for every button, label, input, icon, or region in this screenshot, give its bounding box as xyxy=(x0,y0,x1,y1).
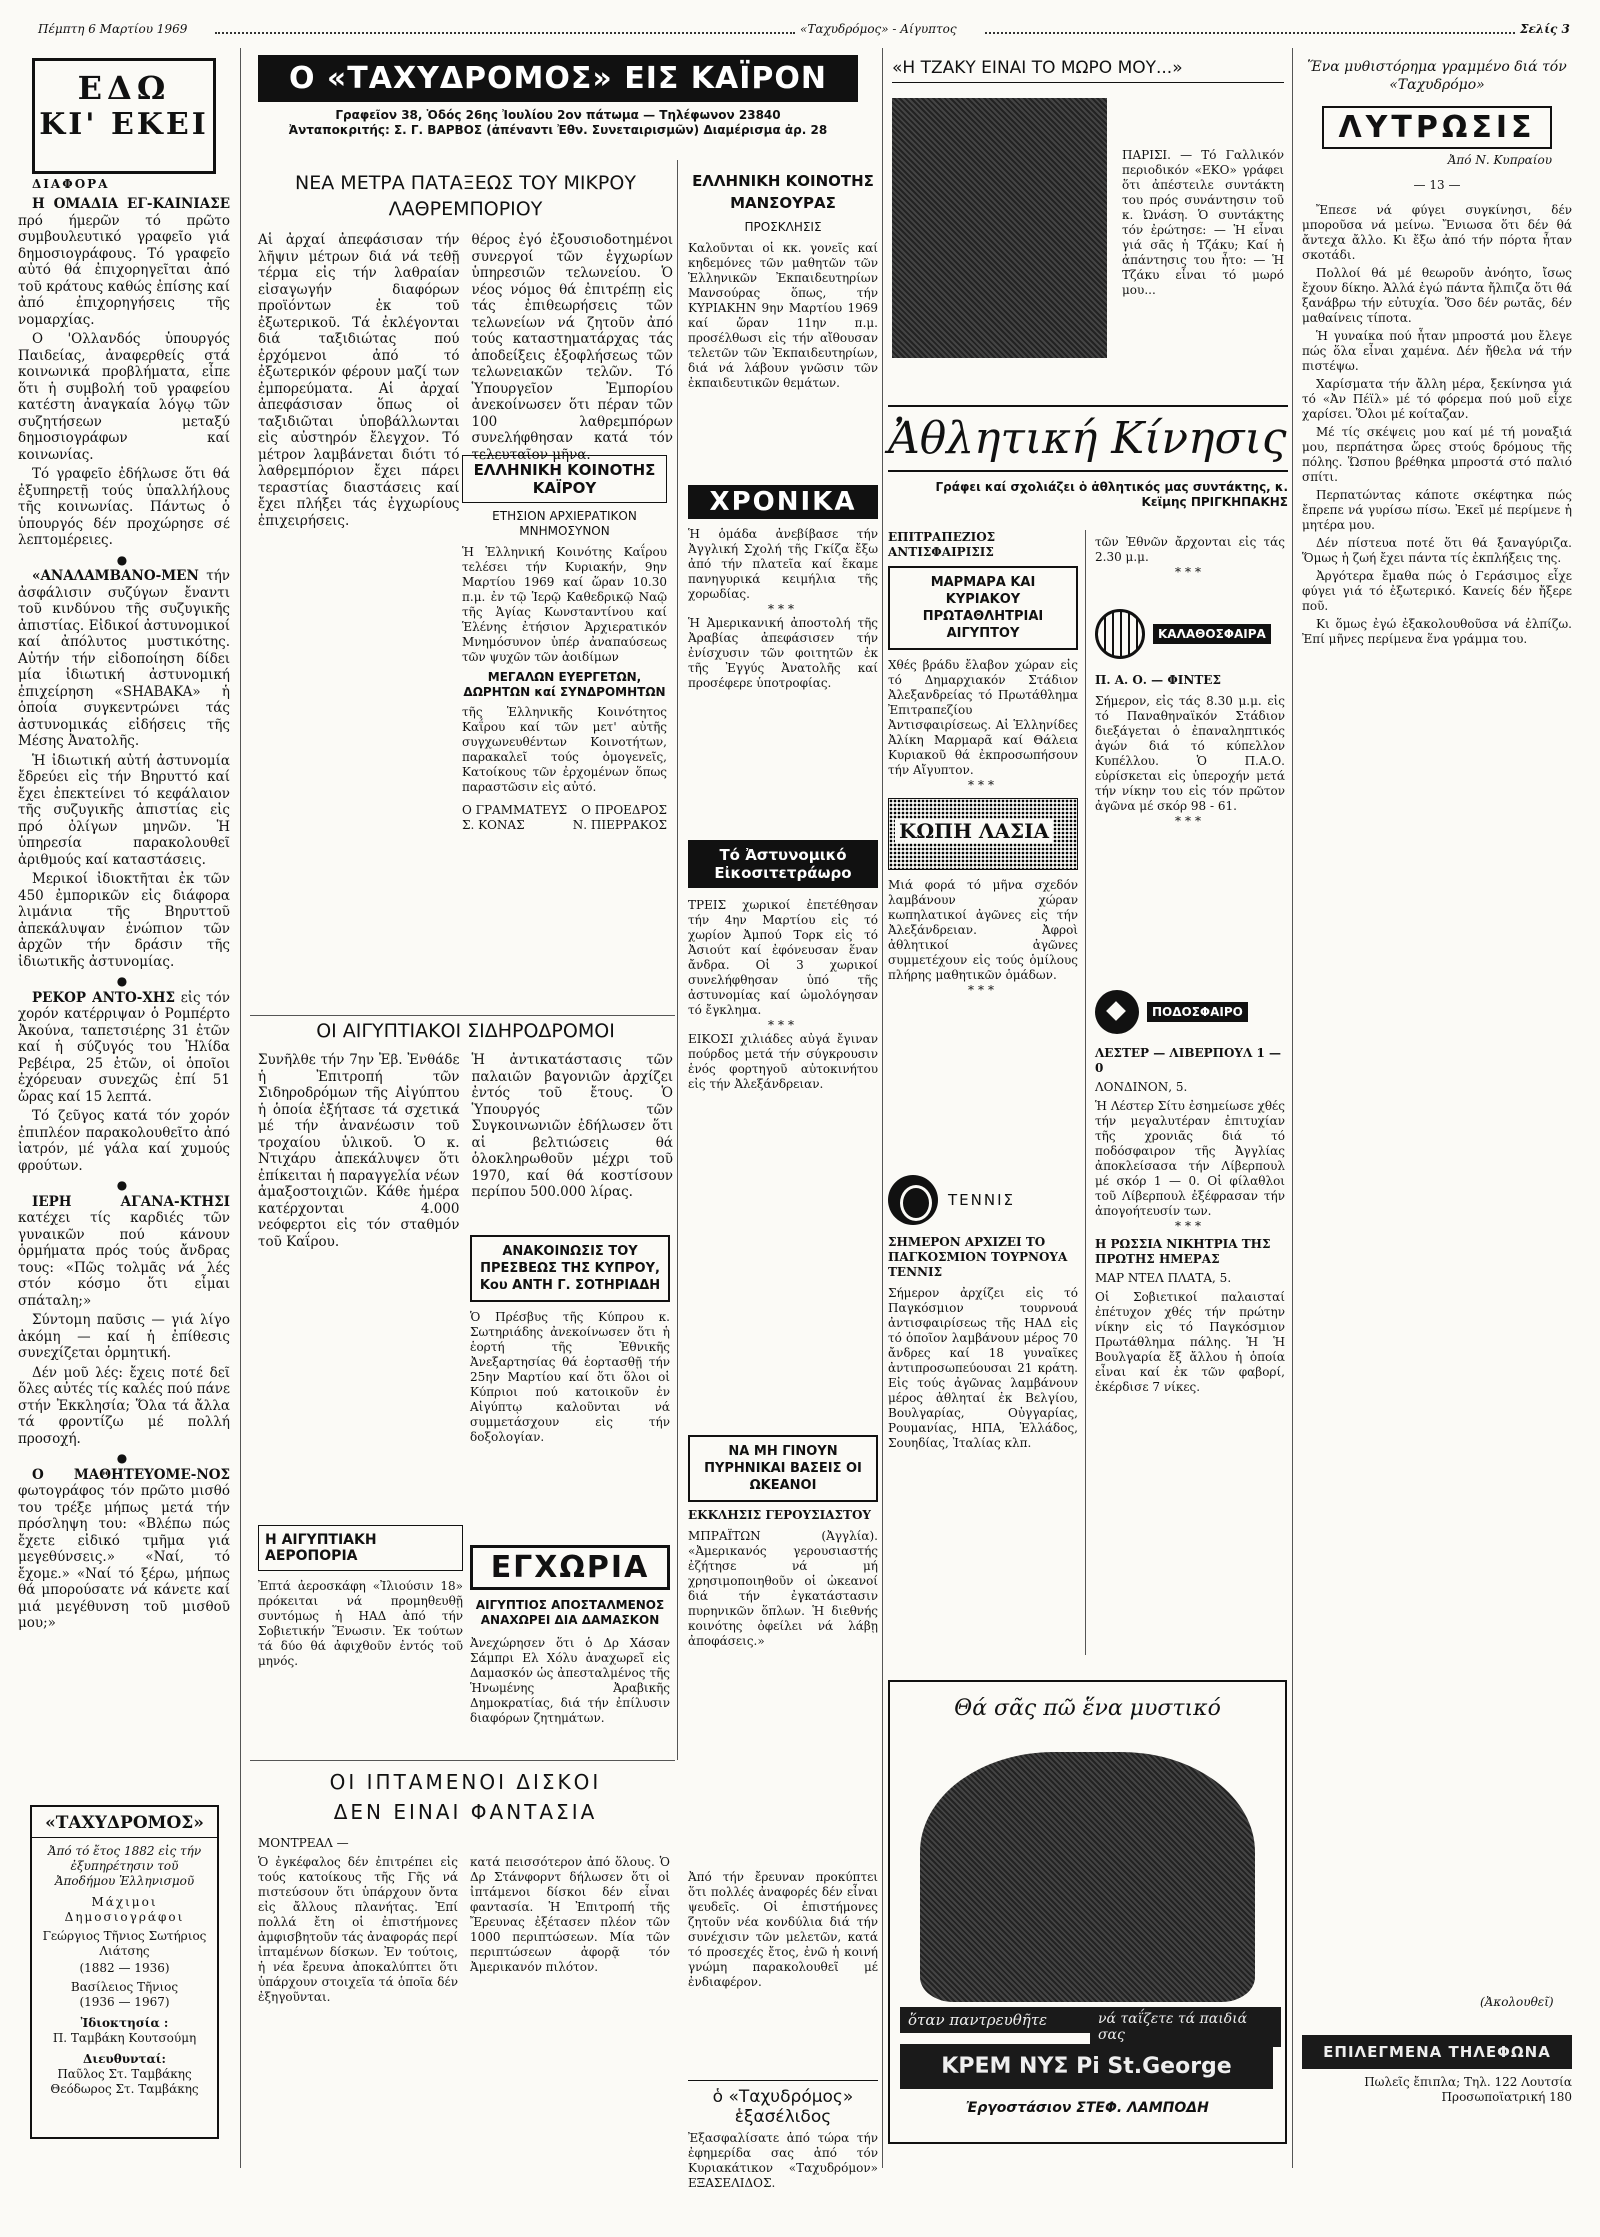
tennis-text: Σήμερον ἀρχίζει εἰς τό Παγκόσμιον τουρνουά ἀντισφαιρίσεως τῆς ΗΑΔ εἰς τό ὁποῖον λαμβάνουν μέρος 70 ἄνδρες καί 18 γυναῖκες ἀντιπροσωπεύουσαι 21 κράτη. Εἰς τούς ἀγῶνας λαμβάνουν μέρος ἀθληταί ἐκ Βελγίου, Βουλγαρίας, Οὐγγαρίας, Ρουμανίας, ΗΠΑ, Ἑλλάδος, Σουηδίας, Ἰταλίας κλπ. xyxy=(888,1286,1078,1450)
header-date: Πέμπτη 6 Μαρτίου 1969 xyxy=(38,22,188,36)
tachydromos-box-owner: Π. Ταμβάκη Κουτσούμη xyxy=(52,2031,197,2045)
football-score: ΛΕΣΤΕΡ — ΛΙΒΕΡΠΟΥΛ 1 — 0 xyxy=(1095,1046,1281,1075)
ad-brand: ΚΡΕΜ ΝΥΣ Pi St.George xyxy=(900,2044,1273,2089)
kypros-article xyxy=(470,1235,670,1445)
serial-p2: Πολλοί θά μέ θεωροῦν ἀνόητο, ἴσως ἔχουν δίκηο. Ἀλλά ἐγώ πάντα ἤλπιζα ὅτι θά ξανάβρω τήν εὐτυχία. Ὅσο δέν ρωτᾶς, δέν μαθαίνεις τίποτα. xyxy=(1302,266,1572,325)
astynomiko-title: Τό Ἀστυνομικό Εἰκοσιτετράωρο xyxy=(688,840,878,888)
edo-kiekei-p3: Τό γραφεῖο ἐδήλωσε ὅτι θά ἐξυπηρετῇ τούς ὑπαλλήλους τῆς κοινωνίας. Πάντως ὁ ὑπουργός δέν προχώρησε σέ λεπτομέρειες. xyxy=(18,466,230,548)
koinotis-kairou-signatures xyxy=(462,803,667,833)
mansouras-subtitle: ΠΡΟΣΚΛΗΣΙΣ xyxy=(744,220,822,234)
divider-dot: ● xyxy=(116,1451,132,1465)
edo-kiekei-p5: Ἡ ἰδιωτική αὐτή ἀστυνομία ἔδρεύει εἰς τήν Βηρυττό καί ἔχει ἐπεκτείνει τό κεφάλαιον τῆς συζυγικῆς ἀπιστίας εἰς πρό ὀλίγων μηνῶν. Ἡ ὑπηρεσία παρακολουθεῖ ἀριθμούς καί καταστάσεις. xyxy=(18,752,230,868)
serial-p7: Δέν πίστευα ποτέ ὅτι θά ξαναγύριζα. Ὅμως ἡ ζωή ἔχει πάντα τίς ἐκπλήξεις της. xyxy=(1302,536,1572,565)
column-rule xyxy=(882,48,883,2168)
basket-header xyxy=(1095,609,1285,659)
ad-photo xyxy=(920,1752,1255,2002)
ad-text: νά ταΐζετε τά παιδιά σας xyxy=(1090,2007,1281,2047)
xronika-section xyxy=(688,485,878,691)
aeroporia-title: Η ΑΙΓΥΠΤΙΑΚΗ ΑΕΡΟΠΟΡΙΑ xyxy=(258,1525,463,1571)
mansouras-text: Καλοῦνται οἱ κκ. γονεῖς καί κηδεμόνες τῶν μαθητῶν τῶν Ἑλληνικῶν Ἐκπαιδευτηρίων Μανσούρας ὅπως, τήν ΚΥΡΙΑΚΗΝ 9ην Μαρτίου 1969 καί ὥραν 11ην π.μ. προσέλθωσι εἰς τήν αἴθουσαν τελετῶν τῶν Ἐκπαιδευτηρίων, διά νά λάβουν γνῶσιν τῶν ἐκπαιδευτικῶν θεμάτων. xyxy=(688,241,878,390)
sidirodromoi-article xyxy=(258,1020,673,1250)
tennis-title: ΣΗΜΕΡΟΝ ΑΡΧΙΖΕΙ ΤΟ ΠΑΓΚΟΣΜΙΟΝ ΤΟΥΡΝΟΥΑ ΤΕΝΝΙΣ xyxy=(888,1235,1068,1279)
ufo-right-column xyxy=(688,1870,878,1990)
football-dateline: ΛΟΝΔΙΝΟΝ, 5. xyxy=(1095,1080,1188,1094)
tachydromos-box-f2: Βασίλειος Τῆνιος xyxy=(70,1980,179,1994)
edo-kiekei-p1 xyxy=(18,196,230,328)
sidirodromoi-right: Ἡ ἀντικατάστασις τῶν παλαιῶν βαγονιῶν ἀρχίζει ἐντός τοῦ ἔτους. Ὁ Ὑπουργός τῶν Συγκοινωνιῶν ἐδήλωσεν ὅτι αἱ βελτιώσεις θά ὁλοκληρωθοῦν μέχρι τοῦ 1970, καί θά κοστίσουν περίπου 500.000 λίρας. xyxy=(471,1052,673,1200)
kopi-label: ΚΩΠΗ ΛΑΣΙΑ xyxy=(895,819,1053,843)
serial-p4: Χαρίσματα τήν ἄλλη μέρα, ξεκίνησα γιά τό «Ἀν Πέϊλ» μέ τό φόρεμα πού μοῦ εἶχε χαρίσει. Ὅλοι μέ κοίταζαν. xyxy=(1302,377,1572,421)
athlitiki-title: Ἀθλητική Κίνησις xyxy=(888,405,1288,472)
edo-kiekei-p9-text: κατέχει τίς καρδιές τῶν γυναικῶν πού κάνουν ὁρμήματα πρός τούς ἄνδρας τους: «Πῶς τολμᾶς νά λές στόν κόσμο ὅτι εἶμαι σπάταλη;» xyxy=(18,1210,230,1309)
tachydromos-box-f2-years: (1936 — 1967) xyxy=(79,1995,170,2009)
kopi-text: Μιά φορά τό μῆνα σχεδόν λαμβάνουν χώραν κωπηλατικοί ἀγῶνες εἰς τήν Ἀλεξάνδρειαν. Ἀφροὶ ἀθλητικοί ἀγῶνες συμμετέχουν εἰς τούς ὁμίλους πλήρης μαθητικῶν ὁμάδων. xyxy=(888,878,1078,982)
egchoria-title: ΕΓΧΩΡΙΑ xyxy=(470,1545,670,1590)
russia-text: Οἱ Σοβιετικοί παλαισταί ἐπέτυχον χθές τήν πρώτην νίκην εἰς τό Παγκόσμιον Πρωτάθλημα πάλης. Ἡ Ἡ Βουλγαρία ἔξ ἄλλου ἡ ὁποία εἶναι καί ἐκ τῶν φαβορί, ἐκέρδισε 7 νίκες. xyxy=(1095,1290,1285,1394)
astynomiko-p1: ΤΡΕΙΣ χωρικοί ἐπετέθησαν τήν 4ην Μαρτίου εἰς τό χωρίον Ἀμπού Τορκ εἰς τό Ἀσιούτ καί ἐφόνευσαν ἕναν ἄνδρα. Οἱ 3 χωρικοί συνελήφθησαν ὑπό τῆς ἀστυνομίας καί ὡμολόγησαν τό ἔγκλημα. xyxy=(688,898,878,1017)
ufo-title-1: ΟΙ ΙΠΤΑΜΕΝΟΙ ΔΙΣΚΟΙ xyxy=(329,1770,602,1794)
serial-continued: (Ἀκολουθεῖ) xyxy=(1480,1995,1554,2009)
edo-kiekei-body xyxy=(18,196,230,1632)
tennis-header xyxy=(888,1175,1078,1225)
koinotis-kairou-text2: τῆς Ἑλληνικῆς Κοινότητος Καΐρου καί τῶν μετ' αὐτῆς συγχωνευθέντων Κοινοτήτων, παρακαλεῖ τούς ὁμογενεῖς, Κατοίκους τῶν ἐρχομένων ὅπως παραστῶσιν εἰς αὐτό. xyxy=(462,705,667,794)
serial-chapter: — 13 — xyxy=(1413,178,1461,192)
okeanoi-subtitle: ΕΚΚΛΗΣΙΣ ΓΕΡΟΥΣΙΑΣΤΟΥ xyxy=(688,1508,871,1522)
divider-stars: *** xyxy=(968,983,998,997)
bottom-ad xyxy=(1302,2035,1572,2155)
divider-stars: *** xyxy=(968,778,998,792)
edo-kiekei-p1-label: Η ΟΜΑΔΙΑ ΕΓ-ΚΑΙΝΙΑΣΕ xyxy=(32,196,230,212)
nea-metra-right: θέρος ἐγό ἐξουσιοδοτημένοι συνεργοί τῶν ἐγχωρίων ὑπηρεσιῶν τελωνείου. Ὁ νέος νόμος θά ἐπιτρέπῃ εἰς τάς ἐπιθεωρήσεις τῶν τελωνείων νά ζητοῦν ἀπό τούς καταστηματάρχας τάς ἀποδείξεις ἐξοφλήσεως τῶν τελωνειακῶν τελῶν. Τό Ὑπουργεῖον Ἐμπορίου ἀνεκοίνωσεν ὅτι πέραν τῶν 100 λαθρεμπόρων συνελήφθησαν κατά τόν τελευταῖον μῆνα. xyxy=(471,232,673,463)
divider-stars: *** xyxy=(1175,814,1205,828)
kypros-text: Ὁ Πρέσβυς τῆς Κύπρου κ. Σωτηριάδης ἀνεκοίνωσεν ὅτι ἡ ἑορτή τῆς Ἐθνικῆς Ἀνεξαρτησίας θά ἑορτασθῇ τήν 25ην Μαρτίου καί ὅτι ὅλοι οἱ Κύπριοι πού κατοικοῦν ἐν Αἰγύπτῳ καλοῦνται νά συμμετάσχουν εἰς τήν δοξολογίαν. xyxy=(470,1310,670,1444)
divider-dot: ● xyxy=(116,552,132,567)
koinotis-kairou-subtitle: ΕΤΗΣΙΟΝ ΑΡΧΙΕΡΑΤΙΚΟΝ ΜΝΗΜΟΣΥΝΟΝ xyxy=(492,509,637,538)
football-article xyxy=(1095,990,1285,1395)
header-dotted-rule-2 xyxy=(985,32,1515,34)
marmara-text: Χθές βράδυ ἔλαβον χώραν εἰς τό Δημαρχιακόν Στάδιον Ἀλεξανδρείας τό Πρωτάθλημα Ἐπιτραπεζίου Ἀντισφαιρίσεως. Αἱ Ἑλληνίδες Ἀλίκη Μαρμαρᾶ καί Θάλεια Κυριακοῦ θά ἐκπροσωπήσουν τήν Αἴγυπτον. xyxy=(888,658,1078,777)
edo-kiekei-title-1: ΕΔΩ xyxy=(77,69,171,107)
xronika-p1: Ἡ ὁμάδα ἀνεβίβασε τήν Ἀγγλική Σχολή τῆς Γκίζα ἔξω ἀπό τήν πλατεῖα καί ἔκαμε πανηγυρικά κειμήλια τῆς χορωδίας. xyxy=(688,527,878,601)
header-center: «Ταχυδρόμος» - Αίγυπτος xyxy=(800,22,957,36)
edo-kiekei-logo xyxy=(32,58,216,174)
column-rule xyxy=(1292,48,1293,2168)
edo-kiekei-subtitle: ΔΙΑΦΟΡΑ xyxy=(32,177,110,191)
ufo-dateline: ΜΟΝΤΡΕΑΛ — xyxy=(258,1836,349,1850)
header-page: Σελίς 3 xyxy=(1520,22,1570,36)
tzaki-title: «Η ΤΖΑΚΥ ΕΙΝΑΙ ΤΟ ΜΩΡΟ ΜΟΥ...» xyxy=(892,58,1284,83)
tachydromos-box-owner-label: Ἰδιοκτησία : xyxy=(80,2016,169,2030)
signature-left-title: Ο ΓΡΑΜΜΑΤΕΥΣ xyxy=(462,803,568,817)
divider-dot: ● xyxy=(116,1178,132,1192)
tennis-ball-icon xyxy=(888,1175,938,1225)
basketball-icon xyxy=(1095,609,1145,659)
marmara-article xyxy=(888,530,1078,997)
koinotis-kairou-title: ΕΛΛΗΝΙΚΗ ΚΟΙΝΟΤΗΣ ΚΑΪΡΟΥ xyxy=(462,455,667,503)
basket-article xyxy=(1095,535,1285,828)
epitrapezios-label: ΕΠΙΤΡΑΠΕΖΙΟΣ ΑΝΤΙΣΦΑΙΡΙΣΙΣ xyxy=(888,530,996,559)
egchoria-text: Ἀνεχώρησεν ὅτι ὁ Δρ Χάσαν Σάμπρι Ελ Χόλυ ἀναχωρεῖ εἰς Δαμασκόν ὡς ἀπεσταλμένος τῆς Ἡνωμένης Ἀραβικῆς Δημοκρατίας, διά τήν ἐπίλυσιν διαφόρων ζητημάτων. xyxy=(470,1636,670,1725)
ad-banner: ὅταν παντρευθῆτε xyxy=(900,2007,1106,2033)
section-rule xyxy=(250,1015,675,1016)
signature-right xyxy=(573,803,667,833)
edo-kiekei-p4-label: «ΑΝΑΛΑΜΒΑΝΟ-ΜΕΝ xyxy=(32,568,199,584)
egchoria-sub: ΑΙΓΥΠΤΙΟΣ ΑΠΟΣΤΑΛΜΕΝΟΣ ΑΝΑΧΩΡΕΙ ΔΙΑ ΔΑΜΑΣΚΟΝ xyxy=(475,1598,665,1627)
kalathos-label: ΚΑΛΑΘΟΣΦΑΙΡΑ xyxy=(1153,624,1271,644)
kopi-logo xyxy=(888,798,1078,870)
tachydromos-box-title: «ΤΑΧΥΔΡΟΜΟΣ» xyxy=(32,1813,217,1838)
tachydromos-box-editors-label: Διευθυνταί: xyxy=(83,2052,166,2066)
sidirodromoi-left: Συνῆλθε τήν 7ην Ἐβ. Ἐνθάδε ἡ Ἐπιτροπή τῶν Σιδηροδρόμων τῆς Αἰγύπτου ἡ ὁποία ἐξήτασε τά σχετικά μέ τήν ἀνανέωσιν τοῦ τροχαίου ὑλικοῦ. Ὁ κ. Ντιχάρυ ἀπεκάλυψεν ὅτι ἐπίκειται ἡ παραγγελία νέων ἁμαξοστοιχιῶν. Κάθε ἡμέρα κατέρχονται 4.000 νεόφερτοι εἰς τόν σταθμόν τοῦ Καΐρου. xyxy=(258,1052,460,1250)
tachydromos-box-founders-label: Μάχιμοι Δημοσιογράφοι xyxy=(64,1895,185,1924)
masthead-info-2: Ἀνταποκριτής: Σ. Γ. ΒΑΡΒΟΣ (ἀπέναντι Ἐθν. Συνεταιρισμῶν) Διαμέρισμα ἀρ. 28 xyxy=(288,123,828,137)
serial-intro: Ἕνα μυθιστόρημα γραμμένο διά τόν «Ταχυδρόμο» xyxy=(1307,59,1567,93)
football-header xyxy=(1095,990,1285,1034)
marmara-title: ΜΑΡΜΑΡΑ ΚΑΙ ΚΥΡΙΑΚΟΥ ΠΡΩΤΑΘΛΗΤΡΙΑΙ ΑΙΓΥΠΤΟΥ xyxy=(888,566,1078,650)
astynomiko-section xyxy=(688,840,878,1092)
edo-kiekei-p12 xyxy=(18,1467,230,1632)
tennis-label: ΤΕΝΝΙΣ xyxy=(948,1191,1015,1209)
athlitiki-byline: Γράφει καί σχολιάζει ὁ ἀθλητικός μας συντάκτης, κ. Κεϊμης ΠΡΙΓΚΗΠΑΚΗΣ xyxy=(935,480,1288,509)
bottom-ad-title: ΕΠΙΛΕΓΜΕΝΑ ΤΗΛΕΦΩΝΑ xyxy=(1302,2035,1572,2069)
tzaki-photo xyxy=(892,98,1107,358)
edo-kiekei-p2: Ο 'Ολλανδός ὑπουργός Παιδείας, ἀναφερθείς στά κοινωνικά προβλήματα, εἶπε ὅτι ἡ συμβολή τοῦ γραφείου κατέστη ἀναγκαία λόγῳ τῶν συζητήσεων μεταξύ δημοσιογράφων καί κοινωνίας. xyxy=(18,331,230,463)
koinotis-kairou-text: Ἡ Ἑλληνική Κοινότης Καΐρου τελέσει τήν Κυριακήν, 9ην Μαρτίου 1969 καί ὥραν 10.30 π.μ. ἐν τῷ Ἱερῷ Καθεδρικῷ Ναῷ τῆς Ἁγίας Κωνσταντίνου καί Ἑλένης ἐτήσιον Ἀρχιερατικόν Μνημόσυνον ὑπέρ ἀναπαύσεως τῶν ψυχῶν τῶν ἀοιδίμων xyxy=(462,545,667,664)
ethniki-right: τῶν Ἐθνῶν ἄρχονται εἰς τάς 2.30 μ.μ. xyxy=(1095,535,1285,564)
edo-kiekei-p7-text: εἰς τόν χορόν κατέρριψαν ὁ Ρομπέρτο Ἀκούνα, ταπετσιέρης 31 ἐτῶν καί ἡ σύζυγός του Ἡλίδα Ρεβέιρα, 25 ἐτῶν, οἱ ὁποῖοι ἐχόρευαν συνεχῶς ἐπί 51 ὥρας καί 15 λεπτά. xyxy=(18,989,230,1105)
section-rule xyxy=(250,1760,675,1761)
ufo-left: Ὁ ἐγκέφαλος δέν ἐπιτρέπει εἰς τούς κατοίκους τῆς Γῆς νά πιστεύσουν ὅτι ὑπάρχουν ὄντα εἰς ἄλλους πλανήτας. Ἐπί πολλά ἔτη οἱ ἐπιστήμονες ἀμφισβητοῦν τάς ἀναφοράς περί ἰπταμένων δίσκων. Ἐν τούτοις, ἡ νέα ἔρευνα ἀποκαλύπτει ὅτι ὑπάρχουν στοιχεῖα τά ὁποῖα δέν ἐξηγοῦνται. xyxy=(258,1855,458,2004)
aeroporia-article xyxy=(258,1525,463,1669)
nea-metra-left: Αἱ ἀρχαί ἀπεφάσισαν τήν λῆψιν μέτρων διά νά τεθῇ τέρμα εἰς τήν λαθραίαν εἰσαγωγήν διαφόρων προϊόντων ἐκ τοῦ ἐξωτερικοῦ. Τά ἐκλέγονται διά ταξιδιώτας πού ἐρχόμενοι ἀπό τό ἐξωτερικόν φέρουν μαζί των ἐμπορεύματα. Αἱ ἀρχαί ἀπεφάσισαν ὅπως οἱ ταξιδιῶται ὑποβάλλωνται εἰς αὐστηρόν ἔλεγχον. Τό μέτρον λαμβάνεται διότι τό λαθρεμπόριον ἔχει πάρει τεραστίας διαστάσεις καί ἔχει πλήξει τάς ἐγχωρίους ἐπιχειρήσεις. xyxy=(258,232,460,529)
edo-kiekei-p11: Δέν μοῦ λές: ἔχεις ποτέ δεῖ ὅλες αὐτές τίς καλές πού πάνε στήν Ἐκκλησία; Ὅλα τά ἄλλα τά φροντίζω μέ πολλή προσοχή. xyxy=(18,1364,230,1447)
header-dotted-rule xyxy=(215,32,795,34)
tzaki-article xyxy=(892,58,1284,298)
edo-kiekei-p7 xyxy=(18,990,230,1106)
divider-stars: *** xyxy=(768,602,798,616)
divider-stars: *** xyxy=(1175,565,1205,579)
tachydromos-box-editors: Παῦλος Στ. Ταμβάκης Θεόδωρος Στ. Ταμβάκης xyxy=(50,2067,199,2096)
serial-p6: Περπατώντας κάποτε σκέφτηκα πώς ἔπρεπε νά γυρίσω πίσω. Ἐκεῖ μέ περίμενε ἡ μητέρα μου. xyxy=(1302,488,1572,532)
ad-maker: Ἐργοστάσιον ΣΤΕΦ. ΛΑΜΠΟΔΗ xyxy=(966,2100,1209,2116)
edo-kiekei-p12-label: Ο ΜΑΘΗΤΕΥΟΜΕ-ΝΟΣ xyxy=(32,1466,230,1483)
masthead-info-1: Γραφεῖον 38, Ὁδός 26ης Ἰουλίου 2ον πάτωμα — Τηλέφωνον 23840 xyxy=(335,108,781,122)
mansouras-title: ΕΛΛΗΝΙΚΗ ΚΟΙΝΟΤΗΣ ΜΑΝΣΟΥΡΑΣ xyxy=(692,172,874,212)
serial-p1: Ἔπεσε νά φύγει συγκίνησι, δέν μποροῦσα νά μείνω. Ἔνιωσα ὅτι δέν θά ἄντεχα ἄλλο. Κι ἔξω ἀπό τήν πόρτα ἦταν σκοτάδι. xyxy=(1302,203,1572,262)
tachydromos-box-f1: Γεώργιος Τῆνιος Σωτήριος Λιάτσης xyxy=(42,1929,207,1958)
page-header xyxy=(0,0,1600,40)
edo-kiekei-p9 xyxy=(18,1194,230,1310)
athlitiki-header xyxy=(888,405,1288,510)
edo-kiekei-p12-text: φωτογράφος τόν πρῶτο μισθό του τρέξε μήπως μετά τήν πρόσληψη του: «Βλέπω πώς ἔχετε εἰδικό τμῆμα γιά μεγεθύνσεις.» «Ναί, τό ἔχομε.» «Ναί τό ξέρω, μήπως θά μπορούσατε νά κάνετε καί μιά μεγέθυνση τοῦ μισθοῦ μου;» xyxy=(18,1483,230,1631)
kypros-title: ΑΝΑΚΟΙΝΩΣΙΣ ΤΟΥ ΠΡΕΣΒΕΩΣ ΤΗΣ ΚΥΠΡΟΥ, Κου ΑΝΤΗ Γ. ΣΟΤΗΡΙΑΔΗ xyxy=(470,1235,670,1302)
serial-p3: Ἡ γυναίκα πού ἦταν μπροστά μου ἔλεγε πώς ὅλα εἶναι χαμένα. Δέν ἤθελα νά τήν πιστέψω. xyxy=(1302,329,1572,373)
ufo-mid: κατά πεισσότερον ἀπό ὅλους. Ὁ Δρ Στάνφορντ δήλωσεν ὅτι οἱ ἰπτάμενοι δίσκοι δέν εἶναι φαντασία. Ἡ Ἐπιτροπή τῆς Ἔρευνας ἐξέτασεν πλέον τῶν 1000 περιπτώσεων. Μία τῶν περιπτώσεων ἀφορᾷ τόν Ἀμερικανόν πιλότον. xyxy=(470,1855,670,1974)
bottom-ad-text: Πωλεῖς ἔπιπλα; Τηλ. 122 Λουτσία Προσωποϊατρική 180 xyxy=(1364,2075,1572,2104)
xronika-title: ΧΡΟΝΙΚΑ xyxy=(688,485,878,519)
column-rule xyxy=(677,160,678,1760)
signature-right-name: Ν. ΠΙΕΡΡΑΚΟΣ xyxy=(572,818,667,832)
okeanoi-title: ΝΑ ΜΗ ΓΙΝΟΥΝ ΠΥΡΗΝΙΚΑΙ ΒΑΣΕΙΣ ΟΙ ΩΚΕΑΝΟΙ xyxy=(688,1435,878,1502)
koinotis-mansouras xyxy=(688,170,878,391)
serial-p8: Ἀργότερα ἔμαθα πώς ὁ Γεράσιμος εἶχε φύγει γιά τό ἐξωτερικό. Κανείς δέν ἤξερε ποῦ. xyxy=(1302,569,1572,613)
divider-stars: *** xyxy=(1175,1219,1205,1233)
taxydromos-promo-text: Ἐξασφαλίσατε ἀπό τώρα τήν ἐφημερίδα σας ἀπό τόν Κυριακάτικον «Ταχυδρόμον» ΕΞΑΣΕΛΙΔΟΣ. xyxy=(688,2131,878,2190)
serial-author: Ἀπό Ν. Κυπραίου xyxy=(1447,153,1552,167)
okeanoi-article xyxy=(688,1435,878,1649)
signature-right-title: Ο ΠΡΟΕΔΡΟΣ xyxy=(581,803,667,817)
serial-p9: Κι ὅμως ἐγώ ἐξακολουθοῦσα νά ἐλπίζω. Ἐπί μῆνες περίμενα ἕνα γράμμα του. xyxy=(1302,617,1572,646)
edo-kiekei-title-2: ΚΙ' ΕΚΕΙ xyxy=(39,107,209,142)
football-label: ΠΟΔΟΣΦΑΙΡΟ xyxy=(1147,1002,1248,1022)
russia-title: Η ΡΩΣΣΙΑ ΝΙΚΗΤΡΙΑ ΤΗΣ ΠΡΩΤΗΣ ΗΜΕΡΑΣ xyxy=(1095,1237,1271,1266)
ad-slogan: Θά σᾶς πῶ ἕνα μυστικό xyxy=(954,1696,1221,1721)
russia-dateline: ΜΑΡ ΝΤΕΛ ΠΛΑΤΑ, 5. xyxy=(1095,1271,1232,1285)
nea-metra-title: ΝΕΑ ΜΕΤΡΑ ΠΑΤΑΞΕΩΣ ΤΟΥ ΜΙΚΡΟΥ ΛΑΘΡΕΜΠΟΡΙΟΥ xyxy=(295,172,636,220)
serial-column xyxy=(1302,58,1572,650)
tachydromos-box-f1-years: (1882 — 1936) xyxy=(79,1961,170,1975)
edo-kiekei-p4-text: τήν ἀσφάλισιν συζύγων ἔναντι τοῦ κινδύνου τῆς συζυγικῆς ἀπιστίας. Εἰδικοί ἀστυνομικοί καί ἀπόλυτος μυστικότης. Αὐτήν τήν εἰδοποίηση δίδει μία ἰδιωτική ἀστυνομική ἐπιχείρηση «SHABAKA» ἡ ὁποία συγκεντρώνει τάς ἀστυνομικάς εἰδήσεις τῆς Μέσης Ἀνατολῆς. xyxy=(18,568,230,749)
aeroporia-text: Ἐπτά ἀεροσκάφη «Ἰλιούσιν 18» πρόκειται νά προμηθευθῇ συντόμως ἡ ΗΑΔ ἀπό τήν Σοβιετικήν Ἕνωσιν. Ἐκ τούτων τά δύο θά ἀφιχθοῦν ἐντός τοῦ μηνός. xyxy=(258,1579,463,1668)
divider-dot: ● xyxy=(116,974,132,988)
edo-kiekei-p8: Τό ζεῦγος κατά τόν χορόν ἐπιπλέον παρακολουθεῖτο ἀπό ἰατρόν, μέ γάλα καί χυμούς φρούτων. xyxy=(18,1108,230,1174)
xronika-p2: Ἡ Ἀμερικανική ἀποστολή τῆς Ἀραβίας ἀπεφάσισεν τήν ἐνίσχυσιν τῶν φοιτητῶν ἐκ τῆς Ἐγγύς Ἀνατολῆς καί προσέφερε ὑποτροφίας. xyxy=(688,616,878,690)
tennis-article xyxy=(888,1175,1078,1451)
stgeorge-ad xyxy=(888,1680,1287,2144)
edo-kiekei-p9-label: ΙΕΡΗ ΑΓΑΝΑ-ΚΤΗΣΙ xyxy=(32,1193,230,1210)
taxydromos-promo-title: ὁ «Ταχυδρόμος» ἑξασέλιδος xyxy=(712,2087,854,2127)
edo-kiekei-p6: Μερικοί ἰδιοκτῆται ἐκ τῶν 450 ἐμπορικῶν εἰς διάφορα λιμάνια τῆς Βηρυττοῦ ἀπεκάλυψαν ἐνώπιον τῶν ἀρχῶν τήν δράσιν τῆς ἰδιωτικῆς ἀστυνομίας. xyxy=(18,871,230,970)
tzaki-text: ΠΑΡΙΣΙ. — Τό Γαλλικόν περιοδικόν «ΕΚΟ» γράφει ὅτι ἀπέστειλε συντάκτη του πρός συνάντησιν τοῦ κ. Ὠνάση. Ὁ συντάκτης τόν ἐρώτησε: — Ἡ εἶναι γιά σᾶς ἡ Τζάκυ; Καί ἡ ἀπάντησις του ἦτο: — Ἡ Τζάκυ εἶναι τό μωρό μου... xyxy=(1122,148,1284,297)
edo-kiekei-p4 xyxy=(18,568,230,750)
masthead xyxy=(258,55,858,155)
okeanoi-text: ΜΠΡΑΪΤΩΝ (Ἀγγλία). «Ἀμερικανός γερουσιαστής ἐζήτησε νά μή χρησιμοποιηθοῦν οἱ ὠκεανοί διά τήν ἐγκατάστασιν πυρηνικῶν ὅπλων. Ἡ διεθνής κοινότης ὀφείλει νά λάβῃ ἀποφάσεις.» xyxy=(688,1529,878,1648)
ufo-right: Ἀπό τήν ἔρευναν προκύπτει ὅτι πολλές ἀναφορές δέν εἶναι ψευδεῖς. Οἱ ἐπιστήμονες ζητοῦν νέα κονδύλια διά τήν συνέχισιν τῶν μελετῶν, κατά τό προσεχές ἔτος, ἐνῶ ἡ κοινή γνώμη παρακολουθεῖ μέ ἐνδιαφέρον. xyxy=(688,1870,878,1989)
sidirodromoi-title: ΟΙ ΑΙΓΥΠΤΙΑΚΟΙ ΣΙΔΗΡΟΔΡΟΜΟΙ xyxy=(316,1020,615,1042)
column-rule xyxy=(1085,530,1086,1655)
serial-body xyxy=(1302,203,1572,647)
astynomiko-p2: ΕΙΚΟΣΙ χιλιάδες αὐγά ἔγιναν πούρδος μετά τήν σύγκρουσιν ἑνός φορτηγοῦ αὐτοκινήτου εἰς τήν Ἀλεξάνδρειαν. xyxy=(688,1032,878,1091)
edo-kiekei-column xyxy=(18,52,230,1772)
serial-p5: Μέ τίς σκέψεις μου καί μέ τή μοναξιά μου, περπάτησα ὥρες στούς δρόμους τῆς πόλης. Ὥσπου βρέθηκα μπροστά στό παλιό σπίτι. xyxy=(1302,425,1572,484)
signature-left xyxy=(462,803,567,833)
signature-left-name: Σ. ΚΟΝΑΣ xyxy=(462,818,525,832)
tachydromos-box xyxy=(30,1805,219,2139)
serial-title: ΛΥΤΡΩΣΙΣ xyxy=(1322,106,1552,149)
edo-kiekei-p7-label: ΡΕΚΟΡ ΑΝΤΟ-ΧΗΣ xyxy=(32,989,176,1006)
taxydromos-promo xyxy=(688,2080,878,2191)
koinotis-kairou-sub2: ΜΕΓΑΛΩΝ ΕΥΕΡΓΕΤΩΝ, ΔΩΡΗΤΩΝ καί ΣΥΝΔΡΟΜΗΤΩΝ xyxy=(463,670,666,699)
ufo-title-2: ΔΕΝ ΕΙΝΑΙ ΦΑΝΤΑΣΙΑ xyxy=(333,1800,598,1824)
edo-kiekei-p10: Σύντομη παῦσις — γιά λίγο ἀκόμη — καί ἡ ἐπίθεσις συνεχίζεται ὁρμητική. xyxy=(18,1312,230,1361)
divider-stars: *** xyxy=(768,1018,798,1032)
koinotis-kairou-notice xyxy=(462,455,667,833)
edo-kiekei-p1-text: πρό ήμερῶν τό πρῶτο συμβουλευτικό γραφεῖο γιά δημοσιογράφους. Τό γραφεῖο αὐτό θά ἐπιχορηγεῖται ἀπό τοῦ κράτους καθώς ἐπίσης καί ἀπό ἐπιχορηγήσεις τῆς νομαρχίας. xyxy=(18,212,230,328)
football-icon xyxy=(1095,990,1139,1034)
football-text: Ἡ Λέστερ Σίτυ ἐσημείωσε χθές τήν μεγαλυτέραν ἐπιτυχίαν τῆς χρονιᾶς διά τό ποδόσφαιρον τῆς Ἀγγλίας ἀποκλείσασα τήν Λίβερπουλ μέ σκόρ 1 — 0. Οἱ φίλαθλοι τοῦ Λίβερπουλ ἐξέφρασαν τήν ἀπογοήτευσίν των. xyxy=(1095,1099,1285,1218)
egchoria-article xyxy=(470,1545,670,1726)
pao-text: Σήμερον, εἰς τάς 8.30 μ.μ. εἰς τό Παναθηναϊκόν Στάδιον διεξάγεται ὁ ἐπαναληπτικός ἀγών διά τό κύπελλον Κυπέλλου. Ὁ Π.Α.Ο. εὑρίσκεται εἰς ὑπεροχήν μετά τήν νίκην του εἰς τόν πρῶτον ἀγῶνα μέ σκόρ 98 - 61. xyxy=(1095,694,1285,813)
pao-title: Π. Α. Ο. — ΦΙΝΤΕΣ xyxy=(1095,673,1221,687)
column-rule xyxy=(240,48,241,2168)
masthead-title: Ο «ΤΑΧΥΔΡΟΜΟΣ» ΕΙΣ ΚΑΪΡΟΝ xyxy=(258,55,858,102)
tachydromos-box-since: Ἀπό τό ἔτος 1882 εἰς τήν ἐξυπηρέτησιν τοῦ Ἀποδήμου Ἑλληνισμοῦ xyxy=(47,1844,202,1888)
